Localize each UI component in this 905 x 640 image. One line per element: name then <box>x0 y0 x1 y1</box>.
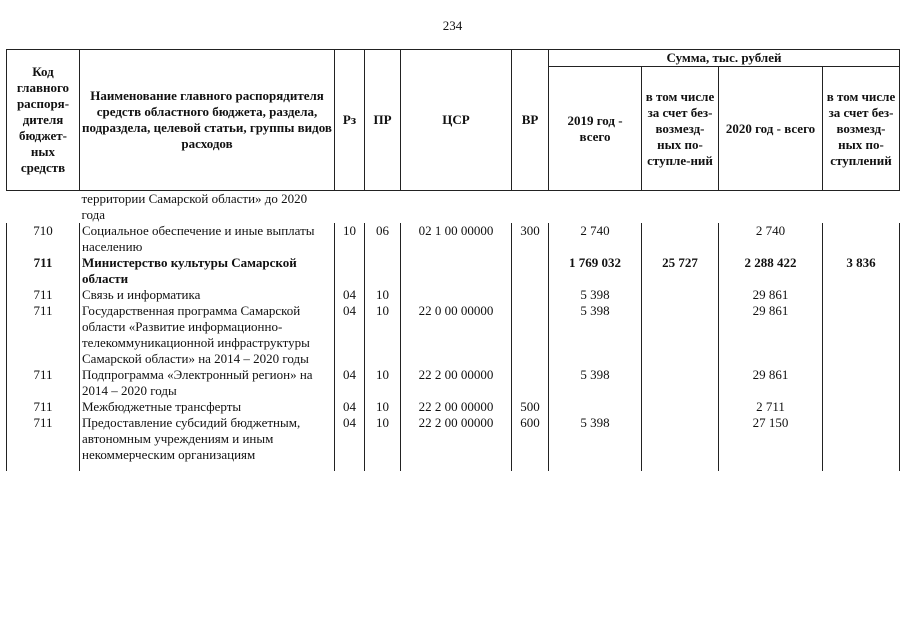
row-pr: 06 <box>365 223 401 255</box>
table-body <box>7 191 900 472</box>
page-number: 234 <box>442 18 463 33</box>
row-rz <box>335 255 365 287</box>
row-rz <box>335 191 365 224</box>
header-2019-free: в том числе за счет без-возмезд-ных по-ступле-ний <box>642 67 719 191</box>
row-vr <box>512 191 549 224</box>
row-vr <box>512 287 549 303</box>
row-name: Межбюджетные трансферты <box>80 399 335 415</box>
table-row <box>7 303 900 367</box>
row-2020-free <box>823 223 900 255</box>
row-pr: 10 <box>365 303 401 367</box>
row-2019-total: 5 398 <box>549 303 642 367</box>
header-code: Код главного распоря-дителя бюджет-ных средств <box>7 50 80 191</box>
row-2019-free <box>642 191 719 224</box>
row-code: 711 <box>7 303 80 367</box>
row-vr <box>512 303 549 367</box>
table-row <box>7 287 900 303</box>
row-2020-total: 29 861 <box>719 287 823 303</box>
row-2020-free: 3 836 <box>823 255 900 287</box>
row-code: 711 <box>7 255 80 287</box>
row-2020-free <box>823 287 900 303</box>
row-name: Государственная программа Самарской области «Развитие информационно-телекоммуникационной инфраструктуры Самарской области» на 2014 – 2020 годы <box>80 303 335 367</box>
row-2020-total: 27 150 <box>719 415 823 463</box>
header-pr: ПР <box>365 50 401 191</box>
row-csr <box>401 255 512 287</box>
row-2019-total: 5 398 <box>549 415 642 463</box>
row-code <box>7 191 80 224</box>
row-name: Подпрограмма «Электронный регион» на 2014 – 2020 годы <box>80 367 335 399</box>
row-rz: 04 <box>335 367 365 399</box>
row-name: Социальное обеспечение и иные выплаты населению <box>80 223 335 255</box>
row-2019-free <box>642 399 719 415</box>
header-sum: Сумма, тыс. рублей <box>549 50 900 67</box>
header-vr: ВР <box>512 50 549 191</box>
row-code: 711 <box>7 367 80 399</box>
table-row <box>7 223 900 255</box>
row-2020-total <box>719 191 823 224</box>
row-2019-free <box>642 287 719 303</box>
row-name: Предоставление субсидий бюджетным, автономным учреждениям и иным некоммерческим организациям <box>80 415 335 463</box>
row-2019-free <box>642 415 719 463</box>
row-csr: 22 2 00 00000 <box>401 399 512 415</box>
row-vr <box>512 367 549 399</box>
budget-table <box>6 49 900 471</box>
row-vr: 300 <box>512 223 549 255</box>
row-code: 710 <box>7 223 80 255</box>
row-rz: 04 <box>335 303 365 367</box>
row-2019-total: 5 398 <box>549 287 642 303</box>
row-rz: 04 <box>335 287 365 303</box>
table-row <box>7 191 900 224</box>
row-2020-free <box>823 367 900 399</box>
table-bottom-space <box>7 463 900 471</box>
row-2020-total: 2 740 <box>719 223 823 255</box>
row-name: территории Самарской области» до 2020 года <box>81 191 308 222</box>
row-2020-total: 29 861 <box>719 367 823 399</box>
header-csr: ЦСР <box>401 50 512 191</box>
row-name: Министерство культуры Самарской области <box>80 255 335 287</box>
table-row <box>7 367 900 399</box>
table-row <box>7 255 900 287</box>
row-2020-total: 29 861 <box>719 303 823 367</box>
row-pr <box>365 191 401 224</box>
row-2019-total <box>549 191 642 224</box>
row-vr <box>512 255 549 287</box>
header-rz: Рз <box>335 50 365 191</box>
row-2020-free <box>823 303 900 367</box>
header-2020-total: 2020 год - всего <box>719 67 823 191</box>
header-name: Наименование главного распорядителя средств областного бюджета, раздела, подраздела, целевой статьи, группы видов расходов <box>80 50 335 191</box>
row-csr <box>401 287 512 303</box>
row-name: Связь и информатика <box>80 287 335 303</box>
row-2019-free <box>642 303 719 367</box>
row-2020-free <box>823 415 900 463</box>
row-2019-free <box>642 223 719 255</box>
row-pr: 10 <box>365 399 401 415</box>
row-csr: 22 0 00 00000 <box>401 303 512 367</box>
row-2019-total: 5 398 <box>549 367 642 399</box>
header-2019-total: 2019 год - всего <box>549 67 642 191</box>
table-row <box>7 399 900 415</box>
row-2020-total: 2 711 <box>719 399 823 415</box>
row-pr: 10 <box>365 415 401 463</box>
row-pr: 10 <box>365 367 401 399</box>
row-rz: 04 <box>335 399 365 415</box>
row-vr: 600 <box>512 415 549 463</box>
row-code: 711 <box>7 287 80 303</box>
row-2019-total: 2 740 <box>549 223 642 255</box>
row-2019-free <box>642 367 719 399</box>
row-csr: 02 1 00 00000 <box>401 223 512 255</box>
row-pr: 10 <box>365 287 401 303</box>
row-rz: 04 <box>335 415 365 463</box>
row-csr: 22 2 00 00000 <box>401 415 512 463</box>
row-csr: 22 2 00 00000 <box>401 367 512 399</box>
row-rz: 10 <box>335 223 365 255</box>
row-pr <box>365 255 401 287</box>
header-2020-free: в том числе за счет без-возмезд-ных по-ступлений <box>823 67 900 191</box>
row-2019-free: 25 727 <box>642 255 719 287</box>
table-header <box>7 50 900 191</box>
row-2020-total: 2 288 422 <box>719 255 823 287</box>
row-vr: 500 <box>512 399 549 415</box>
row-2020-free <box>823 191 900 224</box>
row-2019-total <box>549 399 642 415</box>
row-2020-free <box>823 399 900 415</box>
row-code: 711 <box>7 399 80 415</box>
row-2019-total: 1 769 032 <box>549 255 642 287</box>
table-row <box>7 415 900 463</box>
row-code: 711 <box>7 415 80 463</box>
row-csr <box>401 191 512 224</box>
